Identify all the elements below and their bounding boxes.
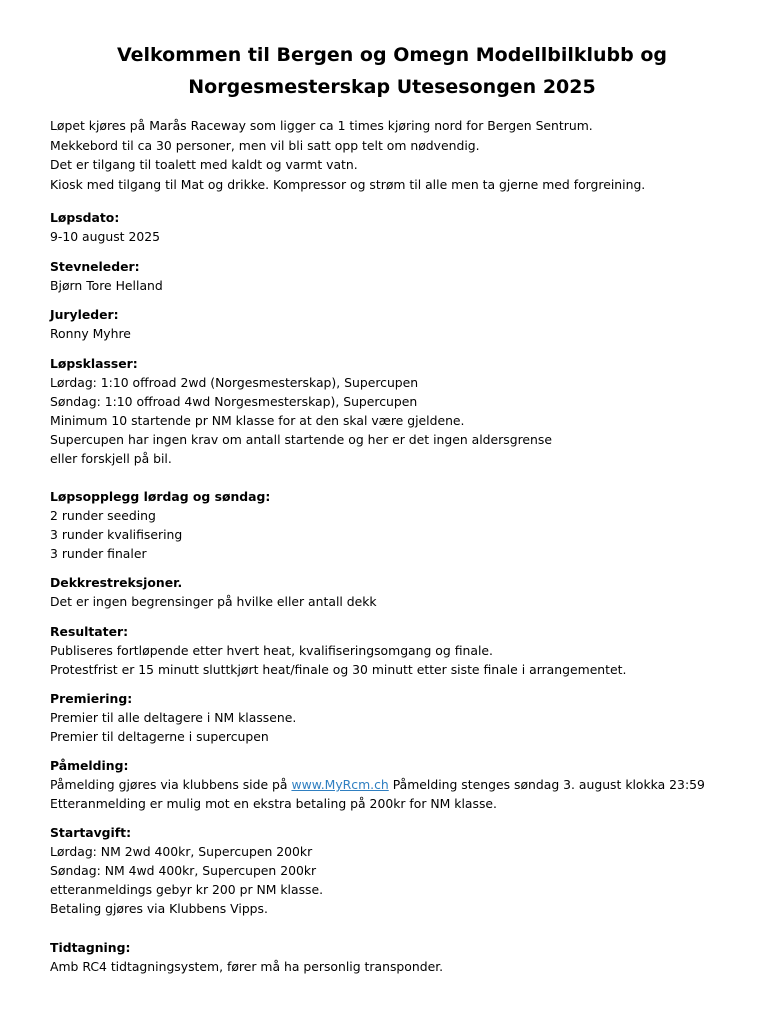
section-resultater	[50, 622, 626, 679]
section-line: 3 runder kvalifisering	[50, 527, 183, 542]
section-line: Premier til deltagerne i supercupen	[50, 729, 269, 744]
section-line: Søndag: NM 4wd 400kr, Supercupen 200kr	[50, 863, 317, 878]
section-line: Lørdag: 1:10 offroad 2wd (Norgesmesterskap), Supercupen	[50, 375, 419, 390]
section-line: Publiseres fortløpende etter hvert heat, kvalifiseringsomgang og finale.	[50, 643, 493, 658]
section-line: Etteranmelding er mulig mot en ekstra betaling på 200kr for NM klasse.	[50, 796, 497, 811]
section-line	[50, 775, 705, 794]
section-line: Amb RC4 tidtagningsystem, fører må ha personlig transponder.	[50, 959, 444, 974]
section-lopsklasser	[50, 354, 552, 468]
section-tidtagning	[50, 938, 443, 976]
intro-line: Mekkebord til ca 30 personer, men vil bli satt opp telt om nødvendig.	[50, 137, 480, 153]
section-stevneleder	[50, 257, 163, 295]
section-line: etteranmeldings gebyr kr 200 pr NM klasse.	[50, 882, 324, 897]
section-line: Bjørn Tore Helland	[50, 278, 163, 293]
section-line: Minimum 10 startende pr NM klasse for at den skal være gjeldene.	[50, 413, 465, 428]
pamelding-text-before-link: Påmelding gjøres via klubbens side på	[50, 777, 292, 792]
section-line: Søndag: 1:10 offroad 4wd Norgesmesterskap), Supercupen	[50, 394, 418, 409]
pamelding-text-after-link: Påmelding stenges søndag 3. august klokka 23:59	[388, 777, 705, 792]
document-title-line-1: Velkommen til Bergen og Omegn Modellbilklubb og	[116, 44, 668, 66]
intro-line: Det er tilgang til toalett med kaldt og varmt vatn.	[50, 157, 358, 172]
intro-line: Løpet kjøres på Marås Raceway som ligger ca 1 times kjøring nord for Bergen Sentrum.	[50, 118, 593, 133]
section-line: 9-10 august 2025	[50, 229, 161, 244]
section-heading: Løpsdato:	[50, 210, 120, 225]
myrcm-link[interactable]: www.MyRcm.ch	[291, 777, 389, 792]
section-juryleder	[50, 305, 131, 343]
section-heading: Premiering:	[50, 691, 133, 706]
intro-paragraph	[50, 116, 645, 194]
section-heading: Resultater:	[50, 624, 129, 639]
section-heading: Løpsklasser:	[50, 356, 138, 371]
section-line: Lørdag: NM 2wd 400kr, Supercupen 200kr	[50, 844, 313, 859]
section-lopsdato	[50, 208, 160, 246]
section-line: 2 runder seeding	[50, 508, 156, 523]
section-line: eller forskjell på bil.	[50, 451, 172, 466]
section-premiering	[50, 689, 296, 746]
section-line: Det er ingen begrensinger på hvilke eller antall dekk	[50, 594, 377, 609]
section-heading: Påmelding:	[50, 758, 129, 773]
section-heading: Løpsopplegg lørdag og søndag:	[50, 489, 271, 504]
section-line: Supercupen har ingen krav om antall startende og her er det ingen aldersgrense	[50, 432, 552, 447]
section-heading: Tidtagning:	[50, 940, 131, 955]
section-startavgift	[50, 823, 323, 918]
section-line: Ronny Myhre	[50, 326, 131, 341]
section-line: 3 runder finaler	[50, 546, 147, 561]
section-heading: Dekkrestreksjoner.	[50, 575, 183, 590]
section-lopsopplegg	[50, 487, 270, 563]
section-line: Premier til alle deltagere i NM klassene.	[50, 710, 297, 725]
section-heading: Startavgift:	[50, 825, 132, 840]
document-title-line-2: Norgesmesterskap Utesesongen 2025	[188, 76, 596, 98]
section-dekkrestreksjoner	[50, 573, 377, 611]
section-pamelding	[50, 756, 705, 813]
section-heading: Stevneleder:	[50, 259, 140, 274]
intro-line: Kiosk med tilgang til Mat og drikke. Kompressor og strøm til alle men ta gjerne med forgreining.	[50, 176, 646, 192]
section-line: Protestfrist er 15 minutt sluttkjørt heat/finale og 30 minutt etter siste finale i arrangementet.	[50, 662, 627, 677]
section-line: Betaling gjøres via Klubbens Vipps.	[50, 901, 268, 916]
section-heading: Juryleder:	[50, 307, 119, 322]
